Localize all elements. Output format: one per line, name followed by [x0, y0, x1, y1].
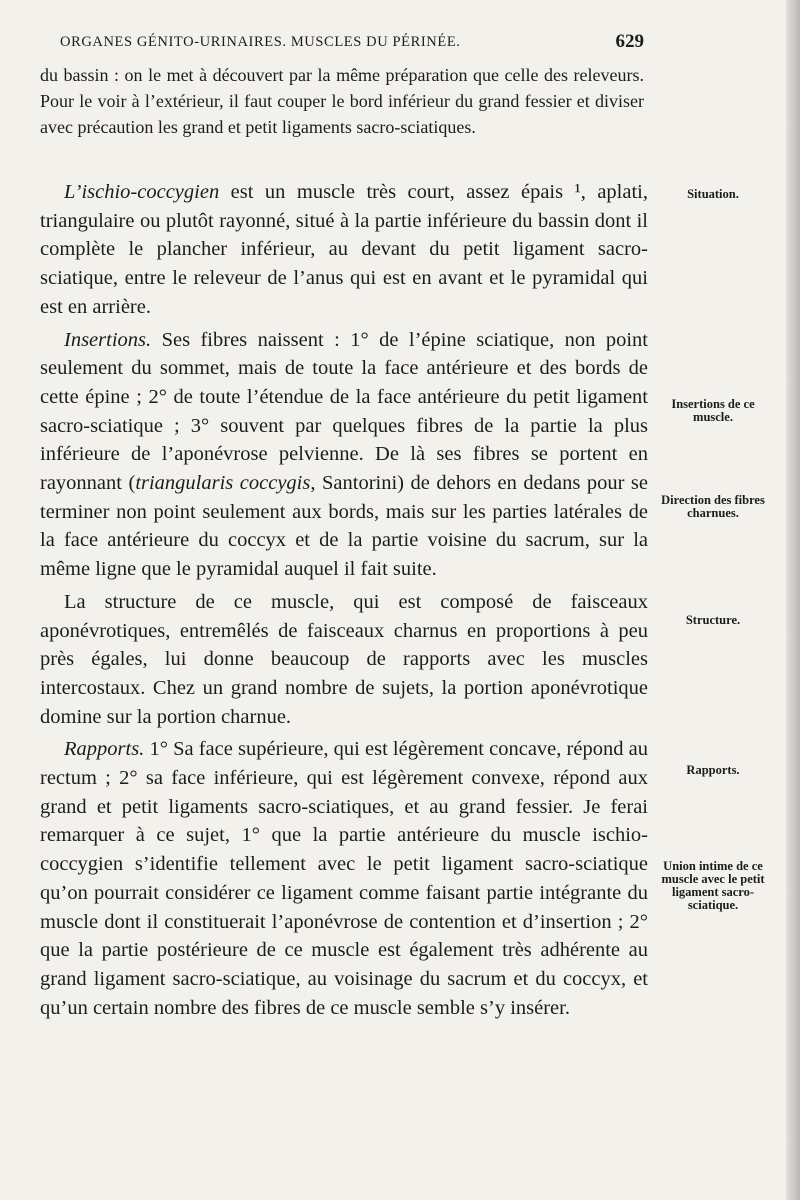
paragraph-text: du bassin : on le met à découvert par la même préparation que celle des releveurs. Pour le voir à l’extérieur, il faut couper le bord inférieur du grand fessier et diviser avec précaution les grand et petit ligaments sacro-sciatiques. — [40, 65, 644, 137]
margin-note-rapports: Rapports. — [686, 763, 740, 777]
margin-note-direction: Direction des fibres charnues. — [661, 493, 765, 520]
main-text — [40, 178, 648, 1022]
heading-insertions: Insertions. — [64, 328, 152, 351]
term-ischio-coccygien: L’ischio-coccygien — [64, 181, 220, 203]
paragraph-structure — [40, 588, 648, 732]
paragraph-text: Ses fibres naissent : 1° de l’épine sciatique, non point seulement du sommet, mais de toute la face antérieure et des bords de cette épine ; 2° de toute l’étendue de la face antérieure du petit ligament sacro-sciatique ; 3° souvent par quelques fibres de la partie la plus inférieure de l’aponévrose pelvienne. De là ses fibres se portent en rayonnant ( — [40, 328, 648, 495]
paragraph-text: La structure de ce muscle, qui est composé de faisceaux aponévrotiques, entremêlés de faisceaux charnus en proportions à peu près égales, lui donne beaucoup de rapports avec les muscles intercostaux. Chez un grand nombre de sujets, la portion aponévrotique domine sur la portion charnue. — [40, 590, 648, 728]
running-header — [60, 31, 644, 53]
page-number: 629 — [615, 31, 644, 52]
margin-note-situation: Situation. — [687, 187, 739, 201]
margin-note-insertions: Insertions de ce muscle. — [671, 397, 755, 424]
paragraph-rapports — [40, 735, 648, 1022]
margin-note-structure: Structure. — [685, 613, 741, 627]
heading-rapports: Rapports. — [64, 738, 145, 761]
margin-note-union: Union intime de ce muscle avec le petit ligament sacro-sciatique. — [661, 859, 765, 912]
paragraph-text: 1° Sa face supérieure, qui est légèrement concave, répond au rectum ; 2° sa face inférieure, qui est légèrement convexe, répond aux grand et petit ligaments sacro-sciatiques, et au grand fessier. Je ferai remarquer à ce sujet, 1° que la partie antérieure du muscle ischio-coccygien s’identifie tellement avec le petit ligament sacro-sciatique qu’on pourrait considérer ce ligament comme faisant partie intégrante du muscle dont il constituerait l’aponévrose de contention et d’insertion ; 2° que la partie postérieure de ce muscle est également très adhérente au grand ligament sacro-sciatique, au voisinage du sacrum et du coccyx, et qu’un certain nombre des fibres de ce muscle semble s’y insérer. — [40, 738, 648, 1019]
paragraph-text: , Santorini) de dehors en dedans pour se terminer non point seulement aux bords, mais sur les parties latérales de la face antérieure du coccyx et de la partie voisine du sacrum, sur la même ligne que le pyramidal auquel il fait suite. — [40, 472, 648, 581]
continued-paragraph — [40, 62, 644, 140]
page-edge-shadow — [786, 0, 800, 1200]
running-title: ORGANES GÉNITO-URINAIRES. MUSCLES DU PÉRINÉE. — [60, 34, 461, 50]
latin-term: triangularis coccygis — [135, 472, 311, 495]
paragraph-text: est un muscle très court, assez épais ¹, aplati, triangulaire ou plutôt rayonné, situé à la partie inférieure du bassin dont il complète le plancher inférieur, au devant du petit ligament sacro-sciatique, entre le releveur de l’anus qui est en avant et le pyramidal qui est en arrière. — [40, 181, 648, 318]
paragraph-insertions — [40, 326, 648, 584]
paragraph-situation — [40, 178, 648, 322]
